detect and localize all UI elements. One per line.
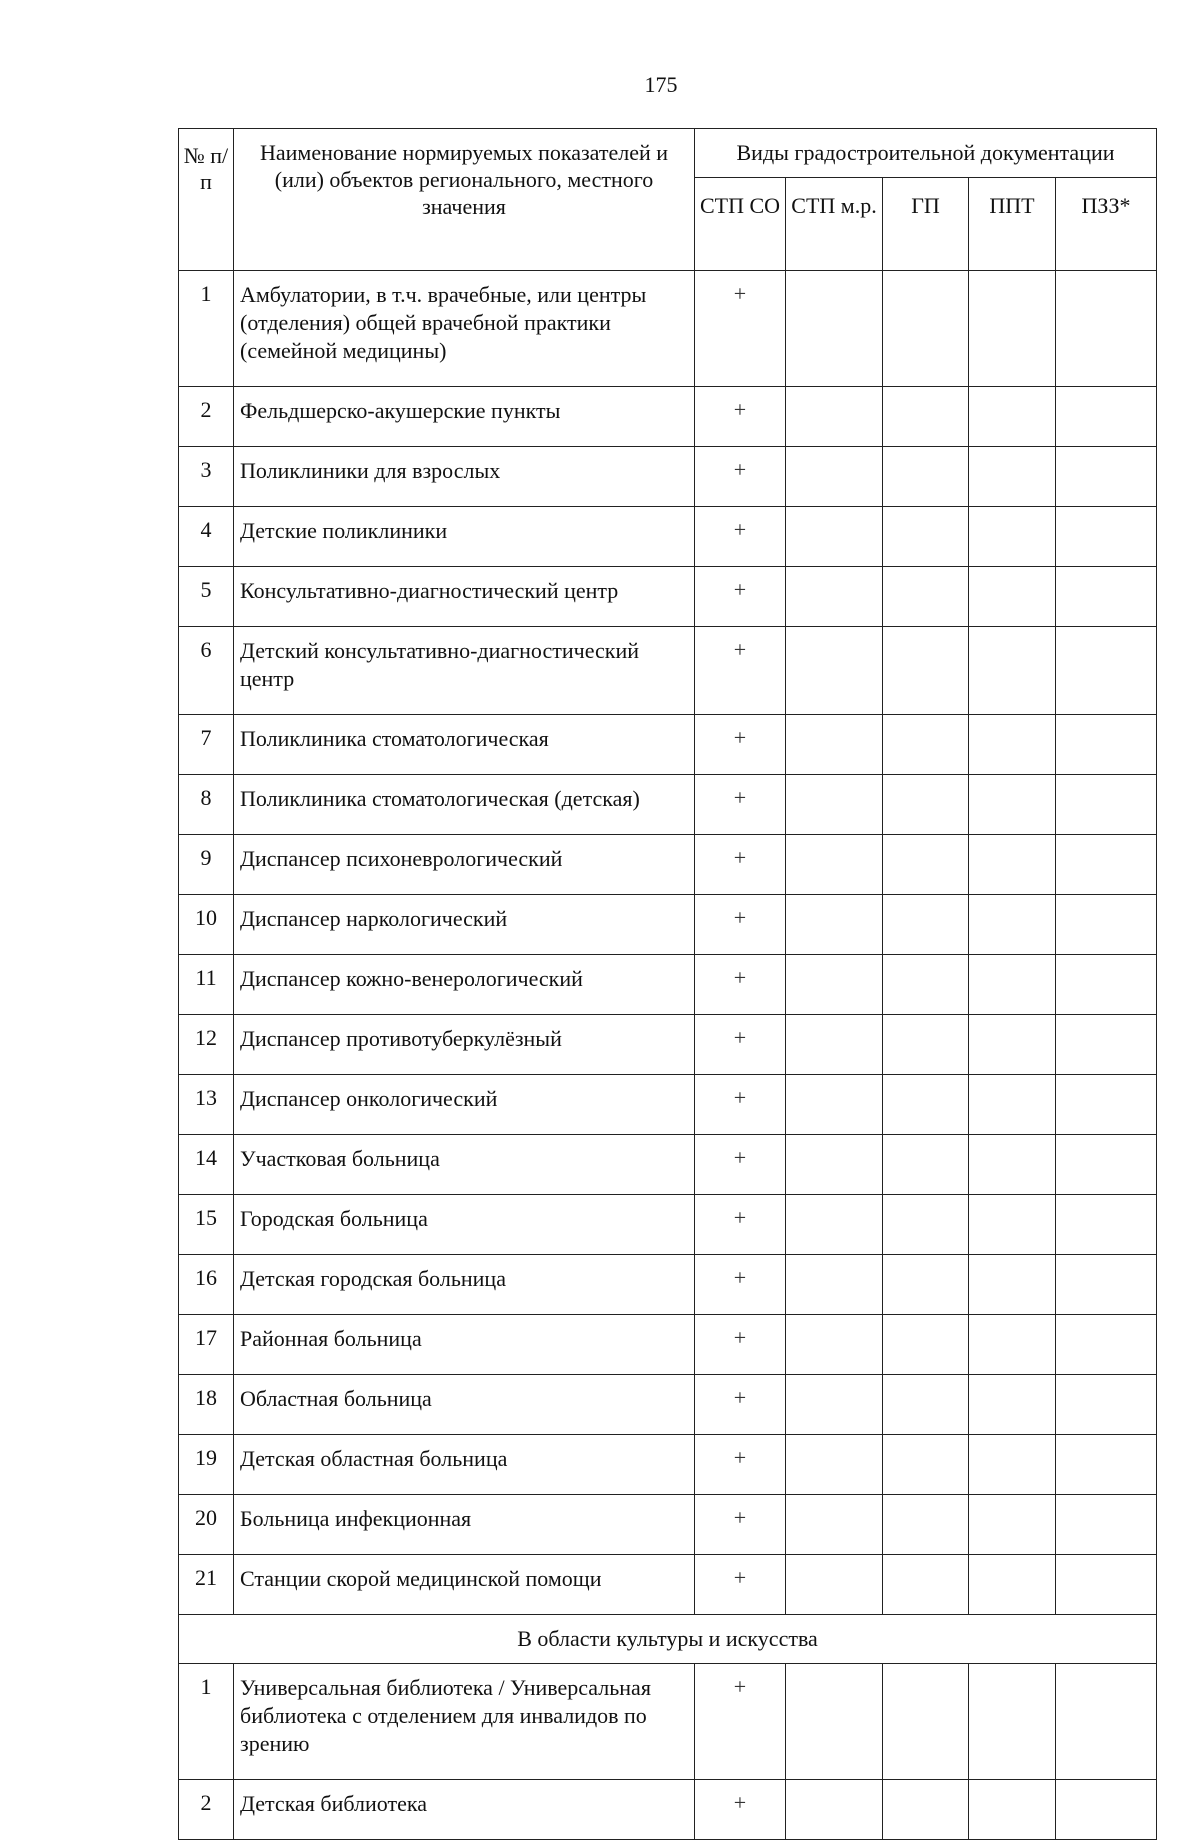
row-mark [786,895,883,955]
row-mark [883,1195,969,1255]
row-mark [1056,271,1157,387]
row-mark [883,387,969,447]
row-mark [883,271,969,387]
row-mark [969,1255,1056,1315]
row-mark [883,1315,969,1375]
table-body [179,271,1157,1840]
table-row [179,835,1157,895]
row-mark [969,955,1056,1015]
row-mark: + [695,1555,786,1615]
table-row [179,715,1157,775]
row-mark [786,1315,883,1375]
row-number: 1 [179,1664,234,1780]
row-name: Детская городская больница [234,1255,695,1315]
row-mark: + [695,567,786,627]
row-mark [1056,895,1157,955]
row-mark [969,447,1056,507]
row-mark [786,1135,883,1195]
row-number: 2 [179,1780,234,1840]
row-number: 3 [179,447,234,507]
row-mark [786,271,883,387]
table-row [179,447,1157,507]
section-row [179,1615,1157,1664]
header-col-gp: ГП [883,178,969,271]
row-number: 17 [179,1315,234,1375]
row-mark [883,1555,969,1615]
row-name: Фельдшерско-акушерские пункты [234,387,695,447]
row-mark [1056,447,1157,507]
table-row [179,1495,1157,1555]
row-mark: + [695,1075,786,1135]
row-mark [1056,1555,1157,1615]
row-name: Поликлиники для взрослых [234,447,695,507]
row-number: 6 [179,627,234,715]
row-mark [883,1780,969,1840]
row-name: Амбулатории, в т.ч. врачебные, или центры (отделения) общей врачебной практики (семейной медицины) [234,271,695,387]
row-mark [883,895,969,955]
row-number: 15 [179,1195,234,1255]
row-number: 2 [179,387,234,447]
row-mark: + [695,1255,786,1315]
row-mark [883,567,969,627]
row-mark [786,627,883,715]
row-number: 12 [179,1015,234,1075]
row-mark [969,1435,1056,1495]
row-name: Детский консультативно-диагностический центр [234,627,695,715]
row-number: 10 [179,895,234,955]
row-mark [969,895,1056,955]
row-mark [969,387,1056,447]
row-mark [1056,835,1157,895]
table-row [179,1435,1157,1495]
row-mark [969,1315,1056,1375]
row-mark: + [695,715,786,775]
row-mark: + [695,895,786,955]
row-number: 4 [179,507,234,567]
row-name: Поликлиника стоматологическая [234,715,695,775]
row-mark [883,507,969,567]
row-mark [786,447,883,507]
row-mark [883,1015,969,1075]
row-mark [1056,1075,1157,1135]
table-row [179,775,1157,835]
header-name: Наименование нормируемых показателей и (или) объектов регионального, местного значения [234,129,695,271]
row-mark: + [695,627,786,715]
row-mark [1056,715,1157,775]
row-number: 5 [179,567,234,627]
row-number: 21 [179,1555,234,1615]
row-mark [883,835,969,895]
row-mark [969,1495,1056,1555]
row-name: Детская библиотека [234,1780,695,1840]
row-mark [1056,1495,1157,1555]
row-mark [883,775,969,835]
table-row [179,567,1157,627]
table-row [179,1315,1157,1375]
row-mark [969,1195,1056,1255]
row-mark [786,1780,883,1840]
row-name: Диспансер противотуберкулёзный [234,1015,695,1075]
table-row [179,1135,1157,1195]
row-mark [1056,1255,1157,1315]
row-mark [786,1555,883,1615]
row-mark [786,955,883,1015]
row-mark [786,835,883,895]
row-mark [969,1375,1056,1435]
header-col-ppt: ППТ [969,178,1056,271]
row-mark [1056,955,1157,1015]
row-name: Консультативно-диагностический центр [234,567,695,627]
row-mark: + [695,1195,786,1255]
header-number: № п/п [179,129,234,271]
row-name: Больница инфекционная [234,1495,695,1555]
row-mark [786,1075,883,1135]
table-row [179,955,1157,1015]
row-mark [1056,387,1157,447]
table-row [179,1075,1157,1135]
row-number: 1 [179,271,234,387]
row-mark [883,1135,969,1195]
table-row [179,1015,1157,1075]
row-name: Диспансер наркологический [234,895,695,955]
row-number: 19 [179,1435,234,1495]
page-number: 175 [644,72,678,97]
header-col-pzz: ПЗЗ* [1056,178,1157,271]
row-mark [883,627,969,715]
row-name: Поликлиника стоматологическая (детская) [234,775,695,835]
row-mark: + [695,1015,786,1075]
table-row [179,271,1157,387]
table-row [179,387,1157,447]
row-mark [969,1555,1056,1615]
row-mark [786,1495,883,1555]
row-name: Диспансер психоневрологический [234,835,695,895]
row-mark [969,507,1056,567]
row-number: 18 [179,1375,234,1435]
row-number: 14 [179,1135,234,1195]
row-mark [786,1015,883,1075]
row-mark: + [695,1664,786,1780]
row-mark [1056,1375,1157,1435]
row-mark [786,1375,883,1435]
row-mark [883,1375,969,1435]
row-name: Районная больница [234,1315,695,1375]
row-mark [1056,1664,1157,1780]
row-name: Диспансер онкологический [234,1075,695,1135]
row-number: 11 [179,955,234,1015]
row-name: Детские поликлиники [234,507,695,567]
row-mark [969,715,1056,775]
header-col-stp-so: СТП СО [695,178,786,271]
row-mark: + [695,507,786,567]
row-mark [786,567,883,627]
table-row [179,507,1157,567]
row-number: 20 [179,1495,234,1555]
row-mark [969,1780,1056,1840]
row-mark [786,775,883,835]
row-mark [883,1075,969,1135]
row-mark: + [695,1435,786,1495]
table-row [179,1255,1157,1315]
table-row [179,1375,1157,1435]
row-mark [786,1195,883,1255]
document-table [178,128,1157,1840]
row-mark: + [695,387,786,447]
row-mark: + [695,1495,786,1555]
row-mark: + [695,1135,786,1195]
table-row [179,895,1157,955]
row-mark: + [695,271,786,387]
row-mark: + [695,1780,786,1840]
table-row [179,1195,1157,1255]
row-mark [969,1075,1056,1135]
row-mark [1056,1780,1157,1840]
section-title: В области культуры и искусства [179,1615,1157,1664]
row-mark [969,1135,1056,1195]
row-mark: + [695,447,786,507]
row-mark: + [695,835,786,895]
row-name: Станции скорой медицинской помощи [234,1555,695,1615]
row-number: 7 [179,715,234,775]
row-mark [1056,1195,1157,1255]
row-number: 16 [179,1255,234,1315]
row-mark [883,1255,969,1315]
row-mark [883,955,969,1015]
row-mark: + [695,1375,786,1435]
row-name: Диспансер кожно-венерологический [234,955,695,1015]
row-name: Универсальная библиотека / Универсальная библиотека с отделением для инвалидов по зрению [234,1664,695,1780]
row-mark [969,1015,1056,1075]
row-number: 9 [179,835,234,895]
row-mark [969,1664,1056,1780]
row-mark [1056,567,1157,627]
row-mark [969,627,1056,715]
row-mark [1056,1435,1157,1495]
row-number: 13 [179,1075,234,1135]
row-mark [969,567,1056,627]
row-mark [969,775,1056,835]
row-mark: + [695,775,786,835]
row-mark [969,271,1056,387]
row-mark: + [695,955,786,1015]
table-row [179,627,1157,715]
header-doc-types: Виды градостроительной документации [695,129,1157,178]
row-mark [1056,507,1157,567]
row-mark [883,715,969,775]
row-mark [786,1664,883,1780]
row-name: Детская областная больница [234,1435,695,1495]
row-mark [1056,1135,1157,1195]
row-name: Участковая больница [234,1135,695,1195]
table-row [179,1780,1157,1840]
row-mark [1056,775,1157,835]
row-mark [1056,1315,1157,1375]
row-mark [969,835,1056,895]
row-mark [786,1255,883,1315]
row-mark [786,507,883,567]
row-name: Городская больница [234,1195,695,1255]
row-number: 8 [179,775,234,835]
table-header [179,129,1157,271]
header-col-stp-mr: СТП м.р. [786,178,883,271]
row-mark [786,1435,883,1495]
table-row [179,1664,1157,1780]
row-mark [1056,627,1157,715]
row-mark [883,447,969,507]
row-mark [786,387,883,447]
row-mark [1056,1015,1157,1075]
row-mark [883,1495,969,1555]
row-name: Областная больница [234,1375,695,1435]
row-mark: + [695,1315,786,1375]
table-row [179,1555,1157,1615]
row-mark [883,1435,969,1495]
row-mark [786,715,883,775]
row-mark [883,1664,969,1780]
